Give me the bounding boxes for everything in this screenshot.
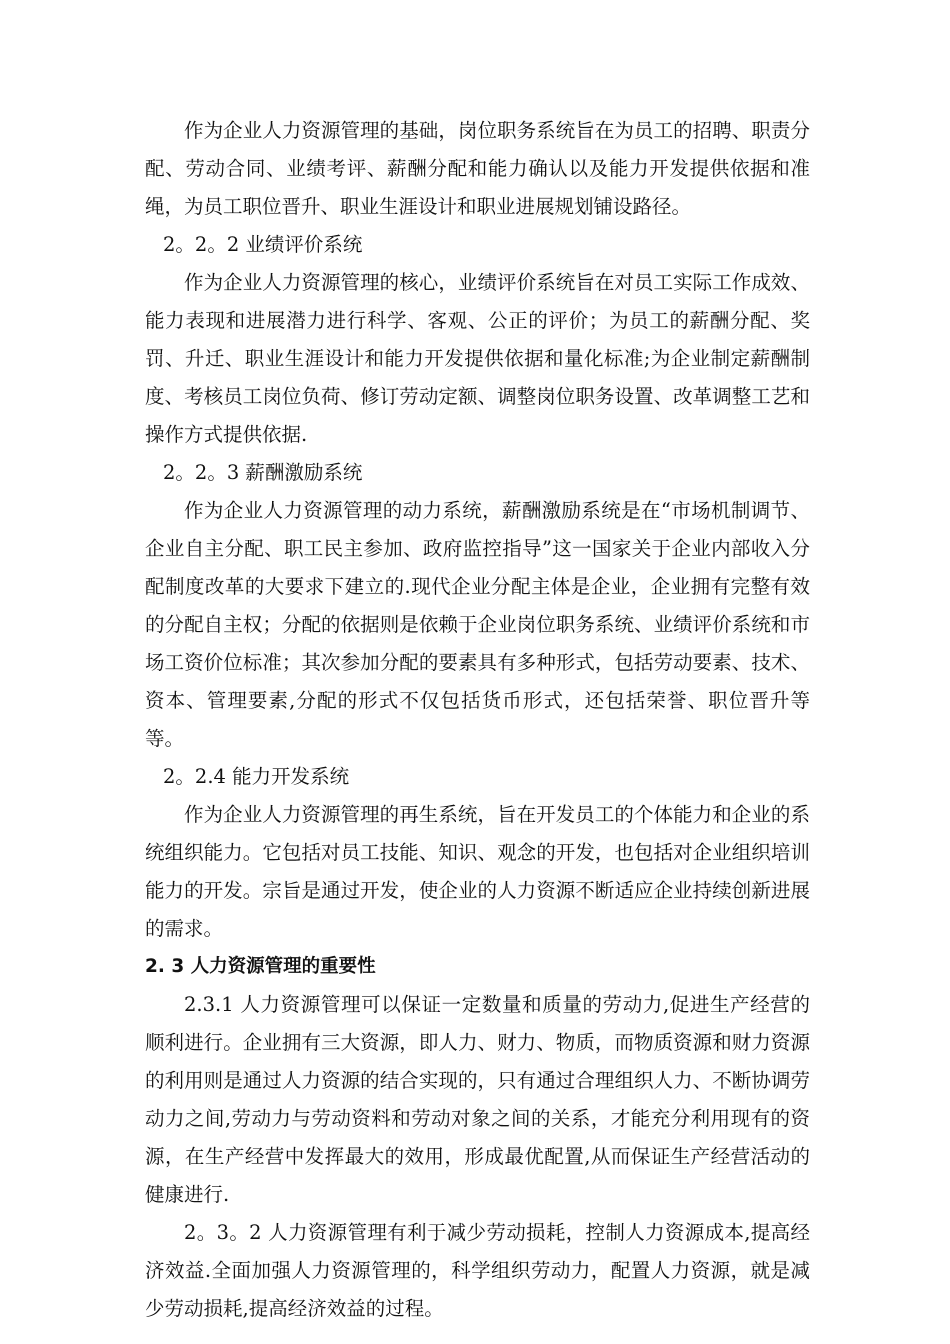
heading-2-3: 2. 3 人力资源管理的重要性 <box>145 956 376 977</box>
paragraph-2-3-2: 2。3。2 人力资源管理有利于减少劳动损耗，控制人力资源成本,提高经济效益.全面加强人力资源管理的，科学组织劳动力，配置人力资源，就是减少劳动损耗,提高经济效益的过程。 <box>145 1221 810 1320</box>
heading-2-2-3: 2。2。3 薪酬激励系统 <box>163 461 363 484</box>
paragraph-performance-system: 作为企业人力资源管理的核心，业绩评价系统旨在对员工实际工作成效、能力表现和进展潜力进行科学、客观、公正的评价；为员工的薪酬分配、奖罚、升迁、职业生涯设计和能力开发提供依据和量化标准;为企业制定薪酬制度、考核员工岗位负荷、修订劳动定额、调整岗位职务设置、改革调整工艺和操作方式提供依据. <box>145 271 810 446</box>
heading-2-2-2: 2。2。2 业绩评价系统 <box>163 233 363 256</box>
paragraph-capability-system: 作为企业人力资源管理的再生系统，旨在开发员工的个体能力和企业的系统组织能力。它包括对员工技能、知识、观念的开发，也包括对企业组织培训能力的开发。宗旨是通过开发，使企业的人力资源不断适应企业持续创新进展的需求。 <box>145 803 810 940</box>
document-body <box>145 112 810 1328</box>
paragraph-2-3-1: 2.3.1 人力资源管理可以保证一定数量和质量的劳动力,促进生产经营的顺利进行。企业拥有三大资源，即人力、财力、物质，而物质资源和财力资源的利用则是通过人力资源的结合实现的，只有通过合理组织人力、不断协调劳动力之间,劳动力与劳动资料和劳动对象之间的关系，才能充分利用现有的资源，在生产经营中发挥最大的效用，形成最优配置,从而保证生产经营活动的健康进行. <box>145 993 810 1206</box>
paragraph-job-system: 作为企业人力资源管理的基础，岗位职务系统旨在为员工的招聘、职责分配、劳动合同、业绩考评、薪酬分配和能力确认以及能力开发提供依据和准绳，为员工职位晋升、职业生涯设计和职业进展规划铺设路径。 <box>145 119 810 218</box>
paragraph-compensation-system: 作为企业人力资源管理的动力系统，薪酬激励系统是在“市场机制调节、企业自主分配、职工民主参加、政府监控指导”这一国家关于企业内部收入分配制度改革的大要求下建立的.现代企业分配主体是企业，企业拥有完整有效的分配自主权；分配的依据则是依赖于企业岗位职务系统、业绩评价系统和市场工资价位标准；其次参加分配的要素具有多种形式，包括劳动要素、技术、资本、管理要素,分配的形式不仅包括货币形式，还包括荣誉、职位晋升等等。 <box>145 499 810 750</box>
heading-2-2-4: 2。2.4 能力开发系统 <box>163 765 350 788</box>
